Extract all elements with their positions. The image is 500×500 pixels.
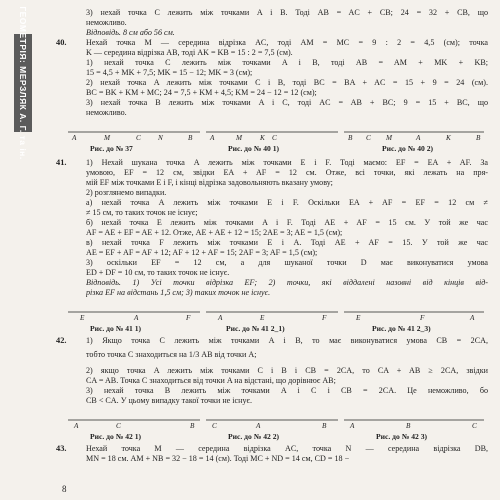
point-label: C — [212, 422, 217, 430]
text-line: а) нехай точка A лежить між точками E і F. Оскільки EA + AF = EF = 12 см ≠ — [86, 198, 488, 207]
text-line: мій EF між точками E і F, і кінці відрізка задовольняють вказану умову; — [86, 178, 333, 187]
figure-caption: Рис. до № 41 1) — [90, 324, 142, 333]
point-label: A — [350, 422, 355, 430]
text-line: умовою, EF = 12 см, звідки EA + AF = 12 см. Отже, всі точки, які лежать на пря- — [86, 168, 488, 177]
text-line: ≠ 15 см, то таких точок не існує; — [86, 208, 198, 217]
problem-number-40: 40. — [56, 38, 67, 47]
answer-line: різка EF на відстань 1,5 см; 3) таких точок не існує. — [86, 288, 271, 297]
point-label: E — [356, 314, 361, 322]
point-label: A — [416, 134, 421, 142]
text-line: MN = 18 см. AM + NB = 32 − 18 = 14 (см). Тоді MC + ND = 14 см, CD = 18 − — [86, 454, 350, 463]
point-label: C — [366, 134, 371, 142]
figure-40 — [60, 120, 490, 154]
point-label: C — [136, 134, 141, 142]
page-number: 8 — [62, 484, 67, 494]
text-line: б) нехай точка E лежить між точками A і F. Тоді AE + AF = 15 см. У той же час — [86, 218, 488, 227]
point-label: F — [186, 314, 191, 322]
text-line: 1) Якщо точка C лежить між точками A і B, то має виконуватися умова CB = 2CA, — [86, 336, 488, 345]
problem-number-43: 43. — [56, 444, 67, 453]
text-line: Нехай точка M — середина відрізка AC, тоді AM = MC = 9 : 2 = 4,5 (см); точка — [86, 38, 488, 47]
answer-line: Відповідь. 8 см або 56 см. — [86, 28, 175, 37]
text-line: K — середина відрізка AB, тоді AK = KB = 15 : 2 = 7,5 (см). — [86, 48, 293, 57]
point-label: B — [406, 422, 411, 430]
answer-line: Відповідь. 1) Усі точки відрізка EF; 2) точки, які віддалені назовні від кінців від- — [86, 278, 488, 287]
text-line: 1) Нехай шукана точка A лежить між точками E і F. Тоді маємо: EF = EA + AF. За — [86, 158, 488, 167]
point-label: A — [218, 314, 223, 322]
point-label: E — [260, 314, 265, 322]
figure-caption: Рис. до № 37 — [90, 144, 133, 153]
text-line: CA = AB. Точка C знаходиться від точки A на відстані, що дорівнює AB; — [86, 376, 336, 385]
figure-caption: Рис. до № 41 2_1) — [226, 324, 285, 333]
point-label: C — [272, 134, 277, 142]
figure-41 — [60, 300, 490, 334]
point-label: K — [260, 134, 265, 142]
figure-caption: Рис. до № 42 2) — [228, 432, 280, 441]
figure-42 — [60, 408, 490, 442]
figure-caption: Рис. до № 42 1) — [90, 432, 142, 441]
point-label: F — [420, 314, 425, 322]
point-label: E — [80, 314, 85, 322]
point-label: A — [256, 422, 261, 430]
point-label: A — [74, 422, 79, 430]
point-label: B — [322, 422, 327, 430]
text-line: в) нехай точка F лежить між точками E і A. Тоді AE + AF = 15. У той же час — [86, 238, 488, 247]
text-line: неможливо. — [86, 18, 127, 27]
point-label: K — [446, 134, 451, 142]
text-line: 15 = 4,5 + MK + 7,5; MK = 15 − 12; MK = 3 (см); — [86, 68, 253, 77]
text-line: AE = EF + AF = AF + 12; AF + 12 + AF = 15; 2AF = 3; AF = 1,5 (см); — [86, 248, 318, 257]
text-line: 2) нехай точка A лежить між точками C і B, тоді BC = BA + AC = 15 + 9 = 24 (см). — [86, 78, 488, 87]
side-tab-label: ГЕОМЕТРІЯ: МЕРЗЛЯК А. Г. та ін. — [18, 6, 28, 160]
point-label: C — [116, 422, 121, 430]
text-line: 1) нехай точка C лежить між точками A і B, тоді AB = AM + MK + KB; — [86, 58, 488, 67]
text-line: 3) оскільки EF = 12 см, а для шуканої точки D має виконуватися умова — [86, 258, 488, 267]
figure-caption: Рис. до № 40 2) — [382, 144, 434, 153]
figure-caption: Рис. до № 41 2_3) — [372, 324, 431, 333]
text-line: неможливо. — [86, 108, 127, 117]
problem-number-41: 41. — [56, 158, 67, 167]
text-line: ED + DF = 10 см, то таких точок не існує. — [86, 268, 230, 277]
figure-caption: Рис. до № 42 3) — [376, 432, 428, 441]
figure-caption: Рис. до № 40 1) — [228, 144, 280, 153]
point-label: B — [190, 422, 195, 430]
point-label: M — [236, 134, 242, 142]
point-label: C — [472, 422, 477, 430]
point-label: A — [72, 134, 77, 142]
point-label: B — [476, 134, 481, 142]
point-label: N — [158, 134, 163, 142]
text-line: Нехай точка M — середина відрізка AC, точка N — середина відрізка DB, — [86, 444, 488, 453]
text-line: тобто точка C знаходиться на 1/3 AB від точки A; — [86, 350, 257, 359]
point-label: B — [348, 134, 353, 142]
text-line: 3) нехай точка B лежить між точками A і C, тоді AC = AB + BC; 9 = 15 + BC, що — [86, 98, 488, 107]
text-line: 2) якщо точка A лежить між точками C і B і CB = 2CA, то CA + AB ≥ 2CA, звідки — [86, 366, 488, 375]
point-label: F — [322, 314, 327, 322]
side-tab — [14, 6, 32, 160]
point-label: M — [104, 134, 110, 142]
text-line: 3) нехай точка B лежить між точками A і C і CB = 2CA. Це неможливо, бо — [86, 386, 488, 395]
point-label: A — [134, 314, 139, 322]
text-line: AF = AE + EF = AE + 12. Отже, AE + AE + 12 = 15; 2AE = 3; AE = 1,5 (см); — [86, 228, 343, 237]
text-line: CB < CA. У цьому випадку такої точки не існує. — [86, 396, 253, 405]
point-label: A — [210, 134, 215, 142]
text-line: 3) нехай точка C лежить між точками A і B. Тоді AB = AC + CB; 24 = 32 + CB, що — [86, 8, 488, 17]
text-line: BC = BK + KM + MC; 24 = 7,5 + KM + 4,5; KM = 24 − 12 = 12 (см); — [86, 88, 317, 97]
problem-number-42: 42. — [56, 336, 67, 345]
text-line: 2) розглянемо випадки. — [86, 188, 167, 197]
point-label: M — [386, 134, 392, 142]
point-label: B — [188, 134, 193, 142]
point-label: A — [470, 314, 475, 322]
